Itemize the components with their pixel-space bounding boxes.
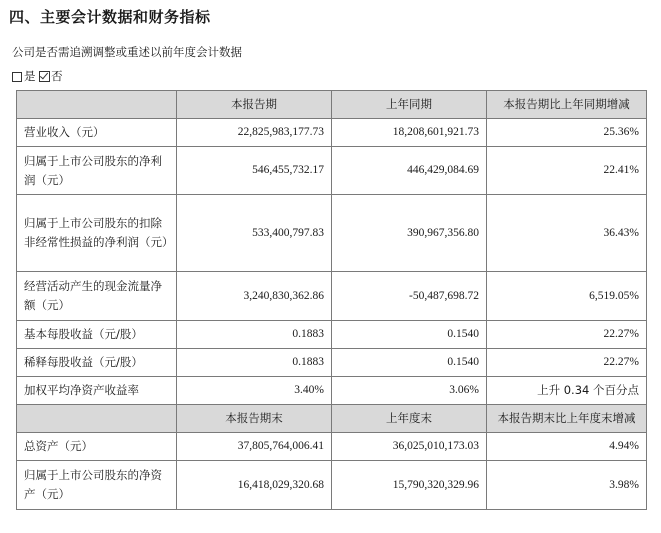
- current-value: 3.40%: [177, 377, 332, 405]
- header-cell: 本报告期末比上年度末增减: [487, 405, 647, 433]
- header-cell: 上年度末: [332, 405, 487, 433]
- choice-yes-label: 是: [24, 69, 36, 83]
- change-value: 22.27%: [487, 349, 647, 377]
- current-value: 37,805,764,006.41: [177, 433, 332, 461]
- table-header-row: [17, 91, 647, 119]
- change-value: 6,519.05%: [487, 272, 647, 321]
- header-cell: 本报告期比上年同期增减: [487, 91, 647, 119]
- change-value: 22.27%: [487, 321, 647, 349]
- current-value: 0.1883: [177, 321, 332, 349]
- table-row: [17, 272, 647, 321]
- table-row: [17, 119, 647, 147]
- row-label: 基本每股收益（元/股）: [17, 321, 177, 349]
- financial-data-table: [16, 90, 647, 510]
- prior-value: 36,025,010,173.03: [332, 433, 487, 461]
- choice-no-label: 否: [51, 69, 63, 83]
- header-cell: [17, 91, 177, 119]
- row-label: 加权平均净资产收益率: [17, 377, 177, 405]
- current-value: 16,418,029,320.68: [177, 461, 332, 510]
- table-row: [17, 147, 647, 195]
- table-row: [17, 195, 647, 272]
- prior-value: 15,790,320,329.96: [332, 461, 487, 510]
- current-value: 546,455,732.17: [177, 147, 332, 195]
- change-value: 3.98%: [487, 461, 647, 510]
- row-label: 归属于上市公司股东的净利润（元）: [17, 147, 177, 195]
- row-label: 归属于上市公司股东的扣除非经常性损益的净利润（元）: [17, 195, 177, 272]
- prior-value: 18,208,601,921.73: [332, 119, 487, 147]
- restatement-question: 公司是否需追溯调整或重述以前年度会计数据: [12, 45, 242, 59]
- prior-value: 0.1540: [332, 321, 487, 349]
- current-value: 0.1883: [177, 349, 332, 377]
- row-label: 营业收入（元）: [17, 119, 177, 147]
- header-cell: 本报告期末: [177, 405, 332, 433]
- table-header-row: [17, 405, 647, 433]
- current-value: 3,240,830,362.86: [177, 272, 332, 321]
- prior-value: 446,429,084.69: [332, 147, 487, 195]
- change-value: 22.41%: [487, 147, 647, 195]
- change-value: 36.43%: [487, 195, 647, 272]
- row-label: 总资产（元）: [17, 433, 177, 461]
- header-cell: 上年同期: [332, 91, 487, 119]
- header-cell: [17, 405, 177, 433]
- prior-value: 3.06%: [332, 377, 487, 405]
- unchecked-box-icon: [12, 72, 22, 82]
- prior-value: -50,487,698.72: [332, 272, 487, 321]
- change-value: 25.36%: [487, 119, 647, 147]
- row-label: 经营活动产生的现金流量净额（元）: [17, 272, 177, 321]
- prior-value: 390,967,356.80: [332, 195, 487, 272]
- checked-box-icon: [39, 71, 50, 82]
- change-value: 4.94%: [487, 433, 647, 461]
- table-row: [17, 349, 647, 377]
- header-cell: 本报告期: [177, 91, 332, 119]
- restatement-choice: [12, 68, 63, 84]
- change-value: 上升 0.34 个百分点: [487, 377, 647, 405]
- table-row: [17, 433, 647, 461]
- current-value: 22,825,983,177.73: [177, 119, 332, 147]
- table-row: [17, 461, 647, 510]
- table-row: [17, 377, 647, 405]
- section-heading: 四、主要会计数据和财务指标: [9, 8, 211, 26]
- current-value: 533,400,797.83: [177, 195, 332, 272]
- row-label: 归属于上市公司股东的净资产（元）: [17, 461, 177, 510]
- prior-value: 0.1540: [332, 349, 487, 377]
- row-label: 稀释每股收益（元/股）: [17, 349, 177, 377]
- table-row: [17, 321, 647, 349]
